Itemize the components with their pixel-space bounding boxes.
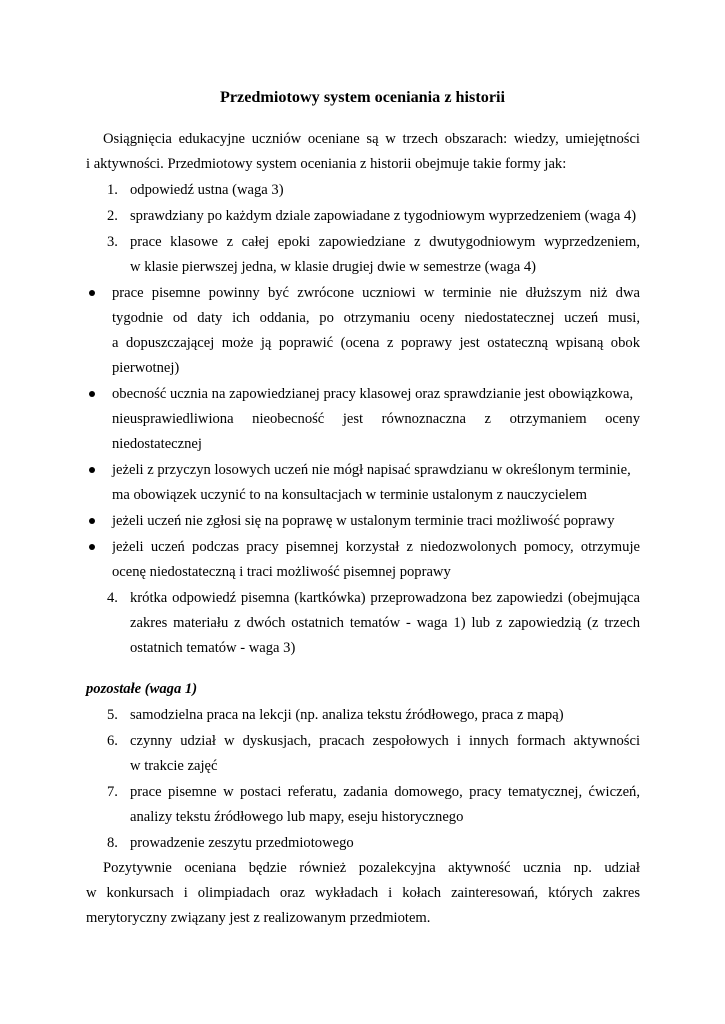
closing-line-1: Pozytywnie oceniana będzie również pozalekcyjna aktywność ucznia np. udział bbox=[103, 860, 640, 876]
list-number: 3. bbox=[107, 234, 118, 250]
bullet-text: pierwotnej) bbox=[112, 360, 180, 376]
list-item-text: w klasie pierwszej jedna, w klasie drugiej dwie w semestrze (waga 4) bbox=[130, 259, 537, 275]
bullet-text: tygodnie od daty ich oddania, po otrzymaniu oceny niedostatecznej uczeń musi, bbox=[112, 310, 640, 326]
list-number: 2. bbox=[107, 208, 118, 224]
list-item-text: prace klasowe z całej epoki zapowiedziane z dwutygodniowym wyprzedzeniem, bbox=[130, 234, 640, 250]
bullet-text: a dopuszczającej może ją poprawić (ocena z poprawy jest ostateczną wpisaną obok bbox=[112, 335, 640, 351]
list-item-text: prowadzenie zeszytu przedmiotowego bbox=[130, 835, 354, 851]
list-item-text: zakres materiału z dwóch ostatnich tematów - waga 1) lub z zapowiedzią (z trzech bbox=[130, 615, 640, 631]
list-item-text: samodzielna praca na lekcji (np. analiza tekstu źródłowego, praca z mapą) bbox=[130, 707, 564, 723]
list-number: 6. bbox=[107, 733, 118, 749]
bullet-text: ma obowiązek uczynić to na konsultacjach w terminie ustalonym z nauczycielem bbox=[112, 487, 587, 503]
list-item-text: odpowiedź ustna (waga 3) bbox=[130, 182, 284, 198]
intro-line-2: i aktywności. Przedmiotowy system oceniania z historii obejmuje takie formy jak: bbox=[86, 156, 567, 172]
bullet-text: ocenę niedostateczną i traci możliwość pisemnej poprawy bbox=[112, 564, 451, 580]
bullet-text: jeżeli uczeń nie zgłosi się na poprawę w ustalonym terminie traci możliwość poprawy bbox=[112, 513, 615, 529]
list-number: 7. bbox=[107, 784, 118, 800]
list-number: 8. bbox=[107, 835, 118, 851]
list-item-text: czynny udział w dyskusjach, pracach zespołowych i innych formach aktywności bbox=[130, 733, 640, 749]
list-number: 1. bbox=[107, 182, 118, 198]
list-item-text: prace pisemne w postaci referatu, zadania domowego, pracy tematycznej, ćwiczeń, bbox=[130, 784, 640, 800]
list-item-text: ostatnich tematów - waga 3) bbox=[130, 640, 296, 656]
bullet-icon bbox=[89, 467, 95, 473]
intro-line-1: Osiągnięcia edukacyjne uczniów oceniane są w trzech obszarach: wiedzy, umiejętności bbox=[103, 131, 640, 147]
closing-line-3: merytoryczny związany jest z realizowanym przedmiotem. bbox=[86, 910, 431, 926]
list-number: 5. bbox=[107, 707, 118, 723]
bullet-text: obecność ucznia na zapowiedzianej pracy klasowej oraz sprawdzianie jest obowiązkowa, bbox=[112, 386, 634, 402]
bullet-text: nieusprawiedliwiona nieobecność jest równoznaczna z otrzymaniem oceny bbox=[112, 411, 640, 427]
closing-line-2: w konkursach i olimpiadach oraz wykładach i kołach zainteresowań, których zakres bbox=[86, 885, 640, 901]
list-item-text: analizy tekstu źródłowego lub mapy, eseju historycznego bbox=[130, 809, 464, 825]
section-heading: pozostałe (waga 1) bbox=[86, 681, 198, 697]
page-title: Przedmiotowy system oceniania z historii bbox=[219, 88, 506, 106]
list-item-text: sprawdziany po każdym dziale zapowiadane z tygodniowym wyprzedzeniem (waga 4) bbox=[130, 208, 637, 224]
list-number: 4. bbox=[107, 590, 118, 606]
list-item-text: krótka odpowiedź pisemna (kartkówka) przeprowadzona bez zapowiedzi (obejmująca bbox=[130, 590, 640, 606]
bullet-text: niedostatecznej bbox=[112, 436, 202, 452]
bullet-icon bbox=[89, 290, 95, 296]
bullet-icon bbox=[89, 544, 95, 550]
bullet-icon bbox=[89, 518, 95, 524]
bullet-text: jeżeli uczeń podczas pracy pisemnej korzystał z niedozwolonych pomocy, otrzymuje bbox=[112, 539, 640, 555]
bullet-text: jeżeli z przyczyn losowych uczeń nie mógł napisać sprawdzianu w określonym terminie, bbox=[112, 462, 631, 478]
bullet-text: prace pisemne powinny być zwrócone uczniowi w terminie nie dłuższym niż dwa bbox=[112, 285, 640, 301]
bullet-icon bbox=[89, 391, 95, 397]
list-item-text: w trakcie zajęć bbox=[130, 758, 218, 774]
